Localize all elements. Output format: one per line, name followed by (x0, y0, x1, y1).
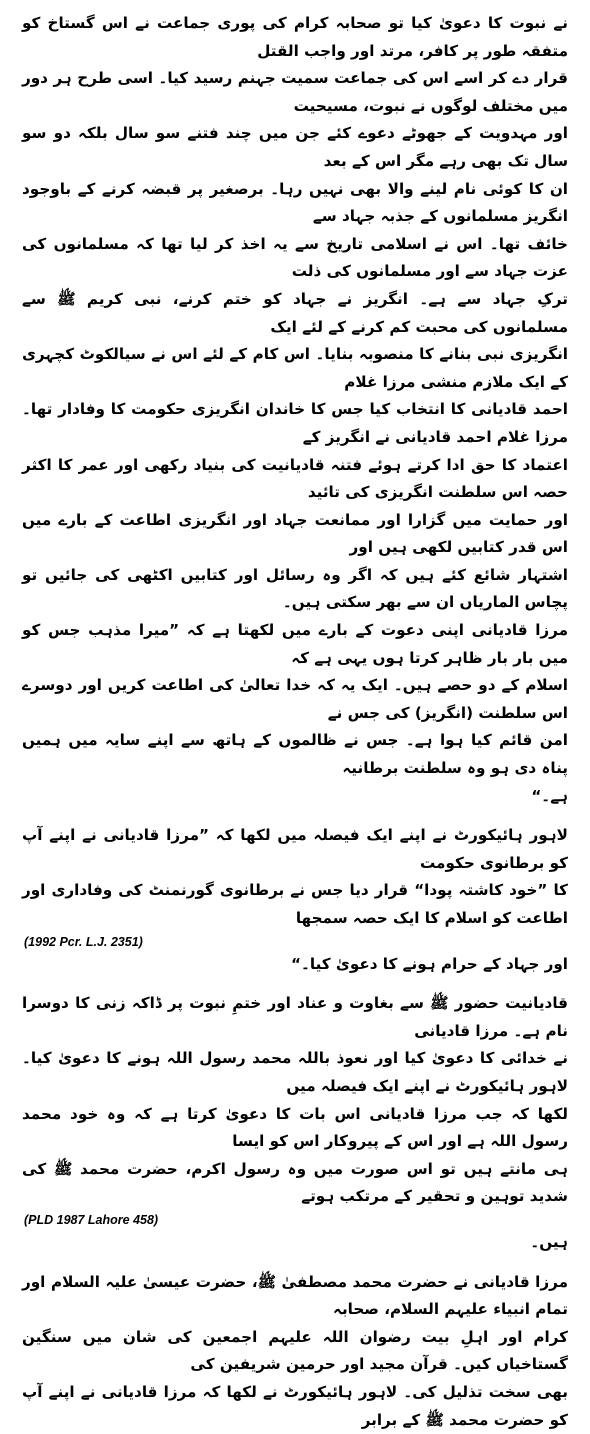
text-line: خائف تھا۔ اس نے اسلامی تاریخ سے یہ اخذ کر لیا تھا کہ مسلمانوں کی عزت جہاد سے اور مسلمانوں کی ذلت (22, 234, 568, 281)
text-line: ترکِ جہاد سے ہے۔ انگریز نے جہاد کو ختم کرنے، نبی کریم ﷺ سے مسلمانوں کی محبت کم کرنے کے لئے ایک (22, 289, 568, 336)
paragraph-gap (22, 978, 568, 990)
paragraph-qadianiyat (22, 990, 568, 1211)
text-line: اشتہار شائع کئے ہیں کہ اگر وہ رسائل اور کتابیں اکٹھی کی جائیں تو پچاس الماریاں ان سے بھر سکتی ہیں۔ (22, 565, 568, 612)
text-line: اور مہدویت کے جھوٹے دعوے کئے جن میں چند فتنے سو سال بلکہ دو سو سال تک بھی رہے مگر اس کے بعد (22, 124, 568, 170)
paragraph-prophethood-history (22, 10, 568, 810)
text-line: قادیانیت حضور ﷺ سے بغاوت و عناد اور ختمِ نبوت پر ڈاکہ زنی کا دوسرا نام ہے۔ مرزا قادیانی (22, 994, 568, 1040)
paragraph-lahore-court-1 (22, 822, 568, 932)
text-line: کا ”خود کاشتہ پودا“ قرار دیا جس نے برطانوی گورنمنٹ کی وفاداری اور اطاعت کو اسلام کا ایک حصہ سمجھا (22, 881, 568, 927)
text-line: ان کا کوئی نام لینے والا بھی نہیں رہا۔ برصغیر پر قبضہ کرنے کے باوجود انگریز مسلمانوں کے جذبہ جہاد سے (22, 179, 568, 226)
citation: (1992 Pcr. L.J. 2351) (24, 934, 143, 949)
text-line: مرزا قادیانی نے حضرت محمد مصطفیٰ ﷺ، حضرت عیسیٰ علیہ السلام اور تمام انبیاء علیہم السلام، صحابہ (22, 1272, 568, 1319)
paragraph-qadianiyat-end (22, 1229, 568, 1257)
text-line: امن قائم کیا ہوا ہے۔ جس نے ظالموں کے ہاتھ سے اپنے سایہ میں ہمیں پناہ دی ہو وہ سلطنت برطانیہ (22, 731, 568, 778)
text-line: اعتماد کا حق ادا کرتے ہوئے فتنہ قادیانیت کی بنیاد رکھی اور عمر کا اکثر حصہ اس سلطنت انگریزی کی تائید (22, 455, 568, 502)
text-line: اور حمایت میں گزارا اور ممانعت جہاد اور انگریزی اطاعت کے بارے میں اس قدر کتابیں لکھی ہیں اور (22, 510, 568, 557)
text-line: اور جہاد کے حرام ہونے کا دعویٰ کیا۔“ (291, 954, 568, 973)
text-line: مرزا قادیانی اپنی دعوت کے بارے میں لکھتا ہے کہ ”میرا مذہب جس کو میں بار بار ظاہر کرتا ہوں یہی ہے کہ (22, 621, 568, 667)
text-line: قرار دے کر اسے اس کی جماعت سمیت جہنم رسید کیا۔ اسی طرح ہر دور میں مختلف لوگوں نے نبوت، مسیحیت (22, 69, 568, 115)
text-line: انگریزی نبی بنانے کا منصوبہ بنایا۔ اس کام کے لئے اس نے سیالکوٹ کچہری کے ایک ملازم منشی مرزا غلام (22, 345, 568, 391)
text-line: نے خدائی کا دعویٰ کیا اور نعوذ باللہ محمد رسول اللہ ہونے کا دعویٰ کیا۔ لاہور ہائیکورٹ نے اپنے ایک فیصلہ میں (22, 1049, 568, 1095)
text-line: کرام اور اہلِ بیت رضوان اللہ علیہم اجمعین کی شان میں سنگین گستاخیاں کیں۔ قرآن مجید اور حرمین شریفین کی (22, 1327, 568, 1374)
text-line: لکھا کہ جب مرزا قادیانی اس بات کا دعویٰ کرتا ہے کہ وہ خود محمد رسول اللہ ہے اور اس کے پیروکار اس کو ایسا (22, 1104, 568, 1151)
text-line: اسلام کے دو حصے ہیں۔ ایک یہ کہ خدا تعالیٰ کی اطاعت کریں اور دوسرے اس سلطنت (انگریز) کی جس نے (22, 676, 568, 722)
text-line: بھی سخت تذلیل کی۔ لاہور ہائیکورٹ نے لکھا کہ مرزا قادیانی نے اپنے آپ کو حضرت محمد ﷺ کے برابر (22, 1382, 568, 1429)
text-line: ہی مانتے ہیں تو اس صورت میں وہ رسول اکرم، حضرت محمد ﷺ کی شدید توہین و تحقیر کے مرتکب ہوتے (22, 1159, 568, 1206)
text-line: احمد قادیانی کا انتخاب کیا جس کا خاندان انگریزی حکومت کا وفادار تھا۔ مرزا غلام احمد قادیانی نے انگریز کے (22, 400, 568, 446)
paragraph-lahore-court-1-end (22, 951, 568, 979)
text-line: ہے۔“ (531, 786, 568, 805)
citation: (PLD 1987 Lahore 458) (24, 1212, 159, 1227)
text-line: نے نبوت کا دعویٰ کیا تو صحابہ کرام کی پوری جماعت نے اس گستاخ کو متفقہ طور پر کافر، مرتد اور واجب القتل (22, 14, 568, 60)
text-line: ہیں۔ (530, 1232, 568, 1251)
paragraph-blasphemies (22, 1269, 568, 1434)
paragraph-gap (22, 1257, 568, 1269)
text-line: لاہور ہائیکورٹ نے اپنے ایک فیصلہ میں لکھا کہ ”مرزا قادیانی نے اپنے آپ کو برطانوی حکومت (22, 826, 568, 872)
paragraph-gap (22, 810, 568, 822)
